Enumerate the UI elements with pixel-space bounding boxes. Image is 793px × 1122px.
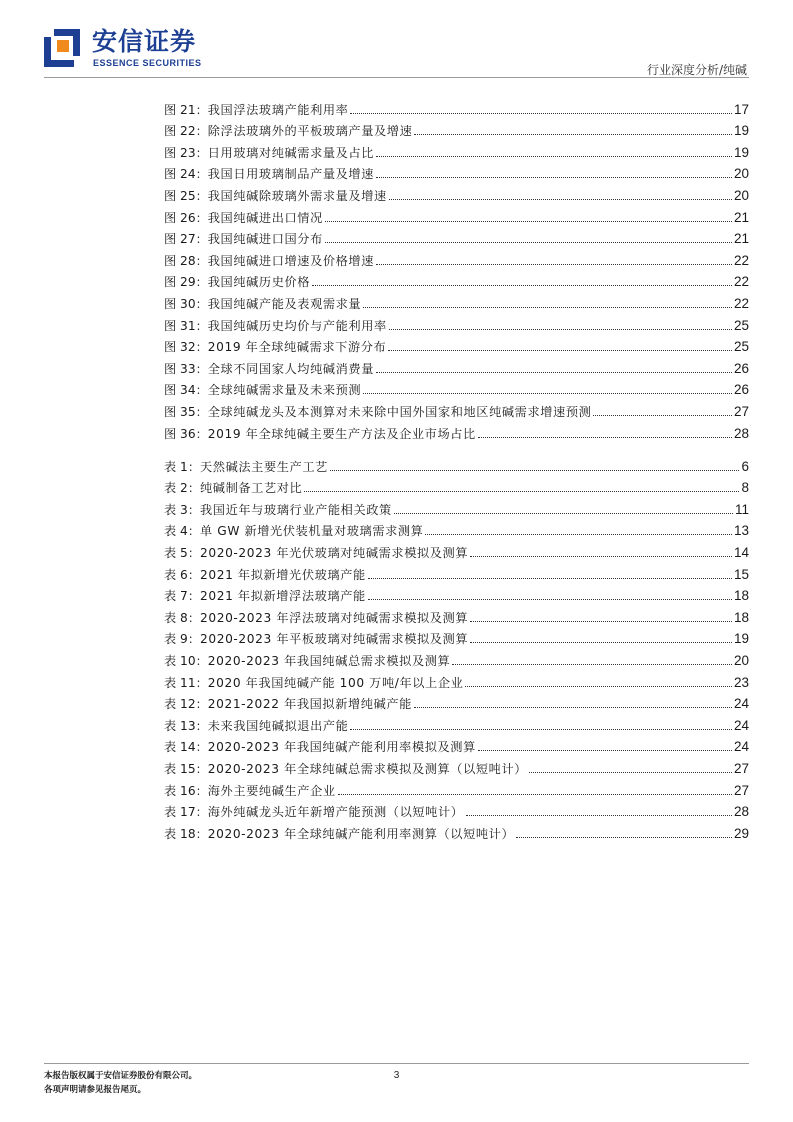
toc-entry-label: 表 3： xyxy=(164,502,201,517)
toc-entry-page: 19 xyxy=(733,144,749,160)
toc-entry-title: 我国纯碱进出口情况 xyxy=(207,210,323,225)
toc-entry-title: 单 GW 新增光伏装机量对玻璃需求测算 xyxy=(200,524,424,539)
figure-index-entry[interactable] xyxy=(164,247,749,269)
toc-entry-title: 日用玻璃对纯碱需求量及占比 xyxy=(207,145,375,160)
table-index-entry[interactable] xyxy=(164,626,749,648)
toc-leader-dots xyxy=(465,686,732,687)
toc-entry-title: 2020 年我国纯碱产能 100 万吨/年以上企业 xyxy=(207,675,464,690)
toc-entry-label: 图 36： xyxy=(164,426,208,441)
toc-entry-title: 天然碱法主要生产工艺 xyxy=(200,459,328,474)
table-index-entry[interactable] xyxy=(164,799,749,821)
table-index-entry[interactable] xyxy=(164,647,749,669)
toc-leader-dots xyxy=(376,264,732,265)
toc-leader-dots xyxy=(325,242,732,243)
figure-index-entry[interactable] xyxy=(164,398,749,420)
toc-entry-page: 18 xyxy=(733,588,749,604)
toc-entry-page: 20 xyxy=(733,187,749,203)
toc-entry-page: 27 xyxy=(733,760,749,776)
toc-entry-label: 图 28： xyxy=(164,253,208,268)
toc-entry-page: 20 xyxy=(733,166,749,182)
figure-index-entry[interactable] xyxy=(164,226,749,248)
figure-index-entry[interactable] xyxy=(164,312,749,334)
figure-index-entry[interactable] xyxy=(164,161,749,183)
toc-entry-title: 我国纯碱进口国分布 xyxy=(207,232,323,247)
table-index-entry[interactable] xyxy=(164,561,749,583)
toc-entry-page: 13 xyxy=(733,523,749,539)
toc-entry-page: 21 xyxy=(733,231,749,247)
figure-index-entry[interactable] xyxy=(164,377,749,399)
table-index-entry[interactable] xyxy=(164,539,749,561)
toc-entry-title: 全球纯碱龙头及本测算对未来除中国外国家和地区纯碱需求增速预测 xyxy=(207,404,592,419)
toc-entry-title: 全球不同国家人均纯碱消费量 xyxy=(207,361,375,376)
toc-leader-dots xyxy=(376,372,732,373)
table-index-entry[interactable] xyxy=(164,583,749,605)
table-index xyxy=(164,453,749,842)
toc-entry-label: 图 29： xyxy=(164,275,208,290)
footer-divider xyxy=(44,1063,749,1064)
table-index-entry[interactable] xyxy=(164,777,749,799)
toc-entry-title: 我国纯碱历史价格 xyxy=(207,275,311,290)
toc-entry-title: 除浮法玻璃外的平板玻璃产量及增速 xyxy=(207,124,413,139)
toc-leader-dots xyxy=(516,837,732,838)
toc-entry-label: 表 13： xyxy=(164,718,208,733)
toc-entry-page: 17 xyxy=(733,101,749,117)
toc-entry-title: 未来我国纯碱拟退出产能 xyxy=(207,718,349,733)
footer-copyright: 本报告版权属于安信证券股份有限公司。 xyxy=(44,1071,198,1081)
table-index-entry[interactable] xyxy=(164,820,749,842)
toc-leader-dots xyxy=(330,470,740,471)
figure-index-entry[interactable] xyxy=(164,269,749,291)
toc-leader-dots xyxy=(389,329,732,330)
header-divider xyxy=(44,77,749,78)
footer-disclaimer: 各项声明请参见报告尾页。 xyxy=(44,1085,147,1095)
toc-entry-label: 表 11： xyxy=(164,675,208,690)
toc-entry-page: 26 xyxy=(733,360,749,376)
toc-leader-dots xyxy=(376,177,732,178)
toc-entry-label: 表 15： xyxy=(164,761,208,776)
toc-entry-label: 图 24： xyxy=(164,167,208,182)
toc-entry-page: 25 xyxy=(733,339,749,355)
toc-entry-title: 2020-2023 年全球纯碱总需求模拟及测算（以短吨计） xyxy=(207,761,528,776)
toc-entry-title: 我国纯碱进口增速及价格增速 xyxy=(207,253,375,268)
toc-entry-label: 表 1： xyxy=(164,459,201,474)
toc-entry-title: 2020-2023 年全球纯碱产能利用率测算（以短吨计） xyxy=(207,826,515,841)
toc-entry-title: 我国纯碱历史均价与产能利用率 xyxy=(207,318,387,333)
toc-leader-dots xyxy=(389,199,732,200)
toc-entry-label: 表 16： xyxy=(164,783,208,798)
toc-entry-page: 22 xyxy=(733,274,749,290)
toc-entry-label: 表 2： xyxy=(164,481,201,496)
toc-entry-page: 14 xyxy=(733,544,749,560)
toc-entry-label: 表 6： xyxy=(164,567,201,582)
toc-entry-title: 我国纯碱产能及表观需求量 xyxy=(207,296,362,311)
toc-entry-page: 25 xyxy=(733,317,749,333)
toc-entry-label: 图 27： xyxy=(164,232,208,247)
toc-entry-page: 28 xyxy=(733,804,749,820)
toc-entry-label: 图 35： xyxy=(164,404,208,419)
toc-leader-dots xyxy=(414,707,732,708)
toc-entry-page: 18 xyxy=(733,609,749,625)
toc-entry-label: 表 18： xyxy=(164,826,208,841)
toc-entry-page: 11 xyxy=(734,501,749,517)
toc-entry-label: 图 34： xyxy=(164,383,208,398)
toc-entry-title: 2020-2023 年光伏玻璃对纯碱需求模拟及测算 xyxy=(200,545,469,560)
toc-leader-dots xyxy=(388,350,732,351)
toc-leader-dots xyxy=(325,221,732,222)
toc-entry-page: 19 xyxy=(733,631,749,647)
toc-entry-title: 海外主要纯碱生产企业 xyxy=(207,783,336,798)
toc-entry-title: 2019 年全球纯碱需求下游分布 xyxy=(207,340,387,355)
toc-entry-label: 图 26： xyxy=(164,210,208,225)
toc-entry-label: 表 9： xyxy=(164,632,201,647)
toc-entry-title: 我国近年与玻璃行业产能相关政策 xyxy=(200,502,392,517)
figure-index-entry[interactable] xyxy=(164,182,749,204)
report-type: 行业深度分析/纯碱 xyxy=(646,63,747,77)
figure-index-entry[interactable] xyxy=(164,118,749,140)
toc-leader-dots xyxy=(338,794,732,795)
table-index-entry[interactable] xyxy=(164,604,749,626)
table-index-entry[interactable] xyxy=(164,518,749,540)
figure-index-entry[interactable] xyxy=(164,139,749,161)
toc-leader-dots xyxy=(363,393,732,394)
toc-entry-page: 19 xyxy=(733,123,749,139)
toc-entry-label: 表 12： xyxy=(164,697,208,712)
toc-leader-dots xyxy=(414,134,732,135)
toc-entry-page: 15 xyxy=(733,566,749,582)
toc-leader-dots xyxy=(350,729,732,730)
toc-entry-page: 24 xyxy=(733,739,749,755)
table-index-entry[interactable] xyxy=(164,669,749,691)
toc-leader-dots xyxy=(466,815,732,816)
table-index-entry[interactable] xyxy=(164,734,749,756)
toc-entry-title: 2021 年拟新增浮法玻璃产能 xyxy=(200,589,366,604)
table-index-entry[interactable] xyxy=(164,712,749,734)
toc-entry-page: 21 xyxy=(733,209,749,225)
toc-leader-dots xyxy=(478,750,732,751)
toc-entry-page: 24 xyxy=(733,696,749,712)
toc-entry-label: 图 31： xyxy=(164,318,208,333)
toc-entry-title: 我国日用玻璃制品产量及增速 xyxy=(207,167,375,182)
figure-index-entry[interactable] xyxy=(164,96,749,118)
table-index-entry[interactable] xyxy=(164,475,749,497)
figure-index-entry[interactable] xyxy=(164,420,749,442)
toc-leader-dots xyxy=(368,599,732,600)
toc-leader-dots xyxy=(394,513,733,514)
table-index-entry[interactable] xyxy=(164,453,749,475)
toc-leader-dots xyxy=(470,556,732,557)
toc-entry-page: 8 xyxy=(741,480,749,496)
toc-leader-dots xyxy=(529,772,732,773)
table-index-entry[interactable] xyxy=(164,755,749,777)
toc-entry-page: 28 xyxy=(733,425,749,441)
brand-name-chinese: 安信证券 xyxy=(92,27,197,56)
essence-logo-icon xyxy=(44,27,80,67)
toc-entry-label: 表 7： xyxy=(164,589,201,604)
toc-entry-label: 图 30： xyxy=(164,296,208,311)
toc-entry-label: 表 4： xyxy=(164,524,201,539)
toc-entry-title: 2020-2023 年平板玻璃对纯碱需求模拟及测算 xyxy=(200,632,469,647)
toc-entry-title: 2021-2022 年我国拟新增纯碱产能 xyxy=(207,697,412,712)
toc-entry-label: 表 17： xyxy=(164,805,208,820)
toc-entry-label: 图 22： xyxy=(164,124,208,139)
toc-entry-title: 2020-2023 年浮法玻璃对纯碱需求模拟及测算 xyxy=(200,610,469,625)
toc-entry-title: 2021 年拟新增光伏玻璃产能 xyxy=(200,567,366,582)
toc-entry-title: 我国浮法玻璃产能利用率 xyxy=(207,102,349,117)
toc-entry-label: 图 33： xyxy=(164,361,208,376)
toc-entry-page: 24 xyxy=(733,717,749,733)
toc-entry-page: 6 xyxy=(741,458,749,474)
toc-entry-page: 29 xyxy=(733,825,749,841)
toc-entry-page: 22 xyxy=(733,252,749,268)
toc-entry-label: 图 23： xyxy=(164,145,208,160)
toc-leader-dots xyxy=(593,415,732,416)
toc-entry-label: 表 8： xyxy=(164,610,201,625)
table-index-entry[interactable] xyxy=(164,496,749,518)
table-index-entry[interactable] xyxy=(164,691,749,713)
figure-index xyxy=(164,96,749,442)
toc-entry-title: 我国纯碱除玻璃外需求量及增速 xyxy=(207,188,387,203)
toc-entry-page: 22 xyxy=(733,295,749,311)
toc-entry-page: 27 xyxy=(733,403,749,419)
toc-leader-dots xyxy=(304,491,739,492)
toc-entry-label: 表 14： xyxy=(164,740,208,755)
toc-leader-dots xyxy=(452,664,732,665)
toc-entry-title: 纯碱制备工艺对比 xyxy=(200,481,303,496)
toc-entry-title: 2019 年全球纯碱主要生产方法及企业市场占比 xyxy=(207,426,476,441)
toc-entry-page: 23 xyxy=(733,674,749,690)
page-number: 3 xyxy=(393,1070,400,1081)
figure-index-entry[interactable] xyxy=(164,204,749,226)
toc-entry-label: 图 25： xyxy=(164,188,208,203)
toc-leader-dots xyxy=(363,307,732,308)
figure-index-entry[interactable] xyxy=(164,355,749,377)
toc-entry-label: 图 32： xyxy=(164,340,208,355)
toc-entry-title: 2020-2023 年我国纯碱总需求模拟及测算 xyxy=(207,653,451,668)
toc-entry-title: 全球纯碱需求量及未来预测 xyxy=(207,383,362,398)
brand-name-english: ESSENCE SECURITIES xyxy=(93,58,202,68)
toc-leader-dots xyxy=(376,156,732,157)
toc-leader-dots xyxy=(478,437,732,438)
toc-entry-label: 表 5： xyxy=(164,545,201,560)
figure-index-entry[interactable] xyxy=(164,334,749,356)
toc-leader-dots xyxy=(350,113,732,114)
toc-entry-page: 20 xyxy=(733,652,749,668)
toc-entry-page: 27 xyxy=(733,782,749,798)
toc-entry-title: 2020-2023 年我国纯碱产能利用率模拟及测算 xyxy=(207,740,476,755)
toc-entry-label: 表 10： xyxy=(164,653,208,668)
toc-leader-dots xyxy=(425,534,731,535)
toc-leader-dots xyxy=(368,578,732,579)
toc-entry-label: 图 21： xyxy=(164,102,208,117)
toc-entry-title: 海外纯碱龙头近年新增产能预测（以短吨计） xyxy=(207,805,464,820)
toc-leader-dots xyxy=(312,285,732,286)
figure-index-entry[interactable] xyxy=(164,290,749,312)
toc-leader-dots xyxy=(470,621,732,622)
toc-leader-dots xyxy=(470,642,732,643)
toc-entry-page: 26 xyxy=(733,382,749,398)
